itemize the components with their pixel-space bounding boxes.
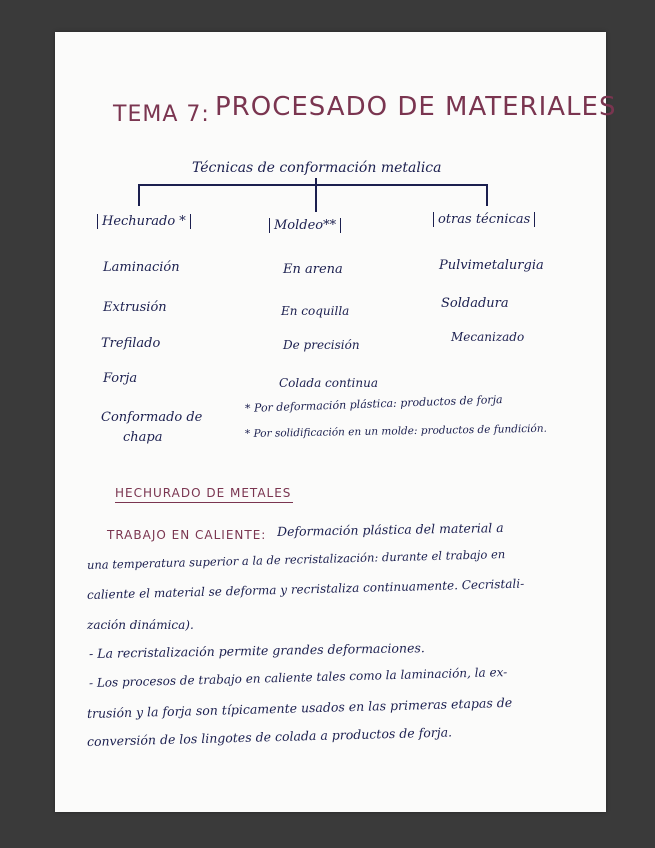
tree-stem-right bbox=[486, 184, 488, 206]
section-heading-underline bbox=[115, 502, 293, 503]
page-title: PROCESADO DE MATERIALES bbox=[215, 92, 617, 122]
body-line-1: Deformación plástica del material a bbox=[276, 520, 504, 539]
term-trabajo-en-caliente: TRABAJO EN CALIENTE: bbox=[107, 528, 267, 542]
item-conformado: Conformado de bbox=[101, 410, 203, 425]
item-en-coquilla: En coquilla bbox=[281, 304, 350, 318]
tree-stem-center bbox=[315, 178, 317, 212]
body-line-8: conversión de los lingotes de colada a productos de forja. bbox=[86, 724, 453, 749]
item-trefilado: Trefilado bbox=[101, 336, 161, 351]
item-chapa: chapa bbox=[123, 430, 163, 445]
body-line-5: - La recristalización permite grandes deformaciones. bbox=[88, 640, 425, 661]
body-line-7: trusión y la forja son típicamente usados en las primeras etapas de bbox=[86, 694, 513, 721]
item-forja: Forja bbox=[103, 371, 138, 386]
item-extrusion: Extrusión bbox=[103, 300, 167, 315]
tree-horizontal-line bbox=[138, 184, 487, 186]
item-mecanizado: Mecanizado bbox=[451, 330, 525, 344]
tree-stem-left bbox=[138, 184, 140, 206]
item-colada-continua: Colada continua bbox=[279, 376, 378, 390]
section-heading: HECHURADO DE METALES bbox=[115, 486, 292, 500]
note-solidificacion: * Por solidificación en un molde: productos de fundición. bbox=[244, 422, 548, 440]
diagram-root-label: Técnicas de conformación metalica bbox=[192, 160, 442, 176]
body-line-3: caliente el material se deforma y recristaliza continuamente. Cecristali- bbox=[86, 576, 525, 602]
column-heading-otras-tecnicas: otras técnicas bbox=[433, 212, 535, 227]
body-line-6: - Los procesos de trabajo en caliente tales como la laminación, la ex- bbox=[88, 665, 508, 690]
column-heading-moldeo: Moldeo** bbox=[269, 218, 341, 233]
notebook-page bbox=[55, 32, 617, 812]
column-heading-hechurado: Hechurado * bbox=[97, 214, 191, 229]
item-soldadura: Soldadura bbox=[441, 296, 509, 311]
item-en-arena: En arena bbox=[283, 262, 343, 277]
item-de-precision: De precisión bbox=[283, 338, 360, 352]
title-prefix: TEMA 7: bbox=[113, 102, 210, 127]
body-line-4: zación dinámica). bbox=[87, 618, 194, 632]
item-laminacion: Laminación bbox=[103, 260, 180, 275]
note-deformacion: * Por deformación plástica: productos de forja bbox=[244, 393, 503, 415]
item-pulvimetalurgia: Pulvimetalurgia bbox=[439, 258, 544, 273]
body-line-2: una temperatura superior a la de recristalización: durante el trabajo en bbox=[86, 547, 506, 572]
